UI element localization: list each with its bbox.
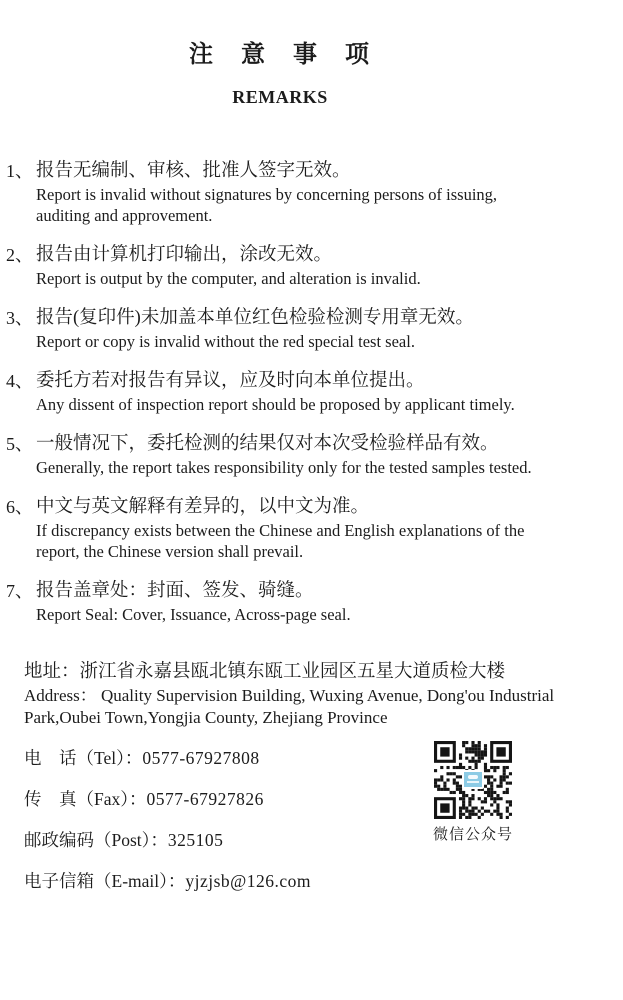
email-value: yjzjsb@126.com xyxy=(185,871,312,891)
remark-body xyxy=(36,433,532,478)
remark-item-3 xyxy=(6,307,623,352)
remark-text-english: If discrepancy exists between the Chinese and English explanations of the xyxy=(36,521,525,540)
page-header xyxy=(6,34,554,108)
postcode-value: 325105 xyxy=(167,830,224,850)
remark-number: 2、 xyxy=(6,245,33,265)
telephone-line xyxy=(24,749,623,767)
postcode-label: 邮政编码（Post）： xyxy=(24,830,168,850)
remark-number: 1、 xyxy=(6,161,33,181)
remark-item-7 xyxy=(6,580,623,625)
remark-text-english: auditing and approvement. xyxy=(36,206,213,225)
remark-body xyxy=(36,580,351,625)
remark-number: 7、 xyxy=(6,581,33,601)
address-english-line2: Park,Oubei Town,Yongjia County, Zhejiang Province xyxy=(24,708,388,727)
remark-item-1 xyxy=(6,160,623,226)
remark-text-english: Any dissent of inspection report should be proposed by applicant timely. xyxy=(36,395,515,414)
remark-number: 5、 xyxy=(6,434,33,454)
remark-text-english: Generally, the report takes responsibility only for the tested samples tested. xyxy=(36,458,532,477)
remark-text-chinese: 报告无编制、审核、批准人签字无效。 xyxy=(36,161,351,181)
remark-body xyxy=(36,244,421,289)
address-block xyxy=(24,661,604,729)
telephone-label: 电 话（Tel）： xyxy=(24,748,143,768)
remark-text-chinese: 委托方若对报告有异议，应及时向本单位提出。 xyxy=(36,371,425,391)
remark-text-chinese: 中文与英文解释有差异的，以中文为准。 xyxy=(36,497,370,517)
remark-text-chinese: 报告(复印件)未加盖本单位红色检验检测专用章无效。 xyxy=(36,308,474,328)
page-title-english: REMARKS xyxy=(232,87,328,107)
fax-label: 传 真（Fax）： xyxy=(24,789,147,809)
remark-number: 3、 xyxy=(6,308,33,328)
remark-number: 4、 xyxy=(6,371,33,391)
logo-mark xyxy=(467,781,479,783)
address-english-line1: Address： Quality Supervision Building, Wuxing Avenue, Dong'ou Industrial xyxy=(24,686,555,705)
remark-text-chinese: 报告由计算机打印输出，涂改无效。 xyxy=(36,245,333,265)
fax-value: 0577-67927826 xyxy=(146,789,264,809)
remark-text-chinese: 报告盖章处：封面、签发、骑缝。 xyxy=(36,581,314,601)
remark-body xyxy=(36,370,515,415)
email-label: 电子信箱（E-mail）： xyxy=(24,871,186,891)
contact-section xyxy=(24,749,623,890)
remark-body xyxy=(36,496,524,562)
logo-mark xyxy=(468,775,478,779)
wechat-qr-block xyxy=(423,741,523,844)
remarks-list xyxy=(6,160,623,625)
remark-item-6 xyxy=(6,496,623,562)
remark-text-english: report, the Chinese version shall prevail. xyxy=(36,542,304,561)
telephone-value: 0577-67927808 xyxy=(142,748,260,768)
page-title-chinese: 注 意 事 项 xyxy=(189,42,371,68)
remark-item-5 xyxy=(6,433,623,478)
remark-item-4 xyxy=(6,370,623,415)
remark-text-english: Report or copy is invalid without the red special test seal. xyxy=(36,332,415,351)
remark-text-english: Report Seal: Cover, Issuance, Across-page seal. xyxy=(36,605,351,624)
wechat-logo-icon xyxy=(462,770,484,789)
address-chinese: 地址：浙江省永嘉县瓯北镇东瓯工业园区五星大道质检大楼 xyxy=(24,662,506,682)
remark-item-2 xyxy=(6,244,623,289)
fax-line xyxy=(24,790,623,808)
remark-number: 6、 xyxy=(6,497,33,517)
remark-body xyxy=(36,307,474,352)
remark-text-chinese: 一般情况下，委托检测的结果仅对本次受检验样品有效。 xyxy=(36,434,499,454)
remark-body xyxy=(36,160,497,226)
email-line xyxy=(24,872,623,890)
remark-text-english: Report is output by the computer, and alteration is invalid. xyxy=(36,269,421,288)
remark-text-english: Report is invalid without signatures by concerning persons of issuing, xyxy=(36,185,498,204)
wechat-qr-code xyxy=(434,741,512,819)
qr-caption: 微信公众号 xyxy=(432,827,513,843)
postcode-line xyxy=(24,831,623,849)
